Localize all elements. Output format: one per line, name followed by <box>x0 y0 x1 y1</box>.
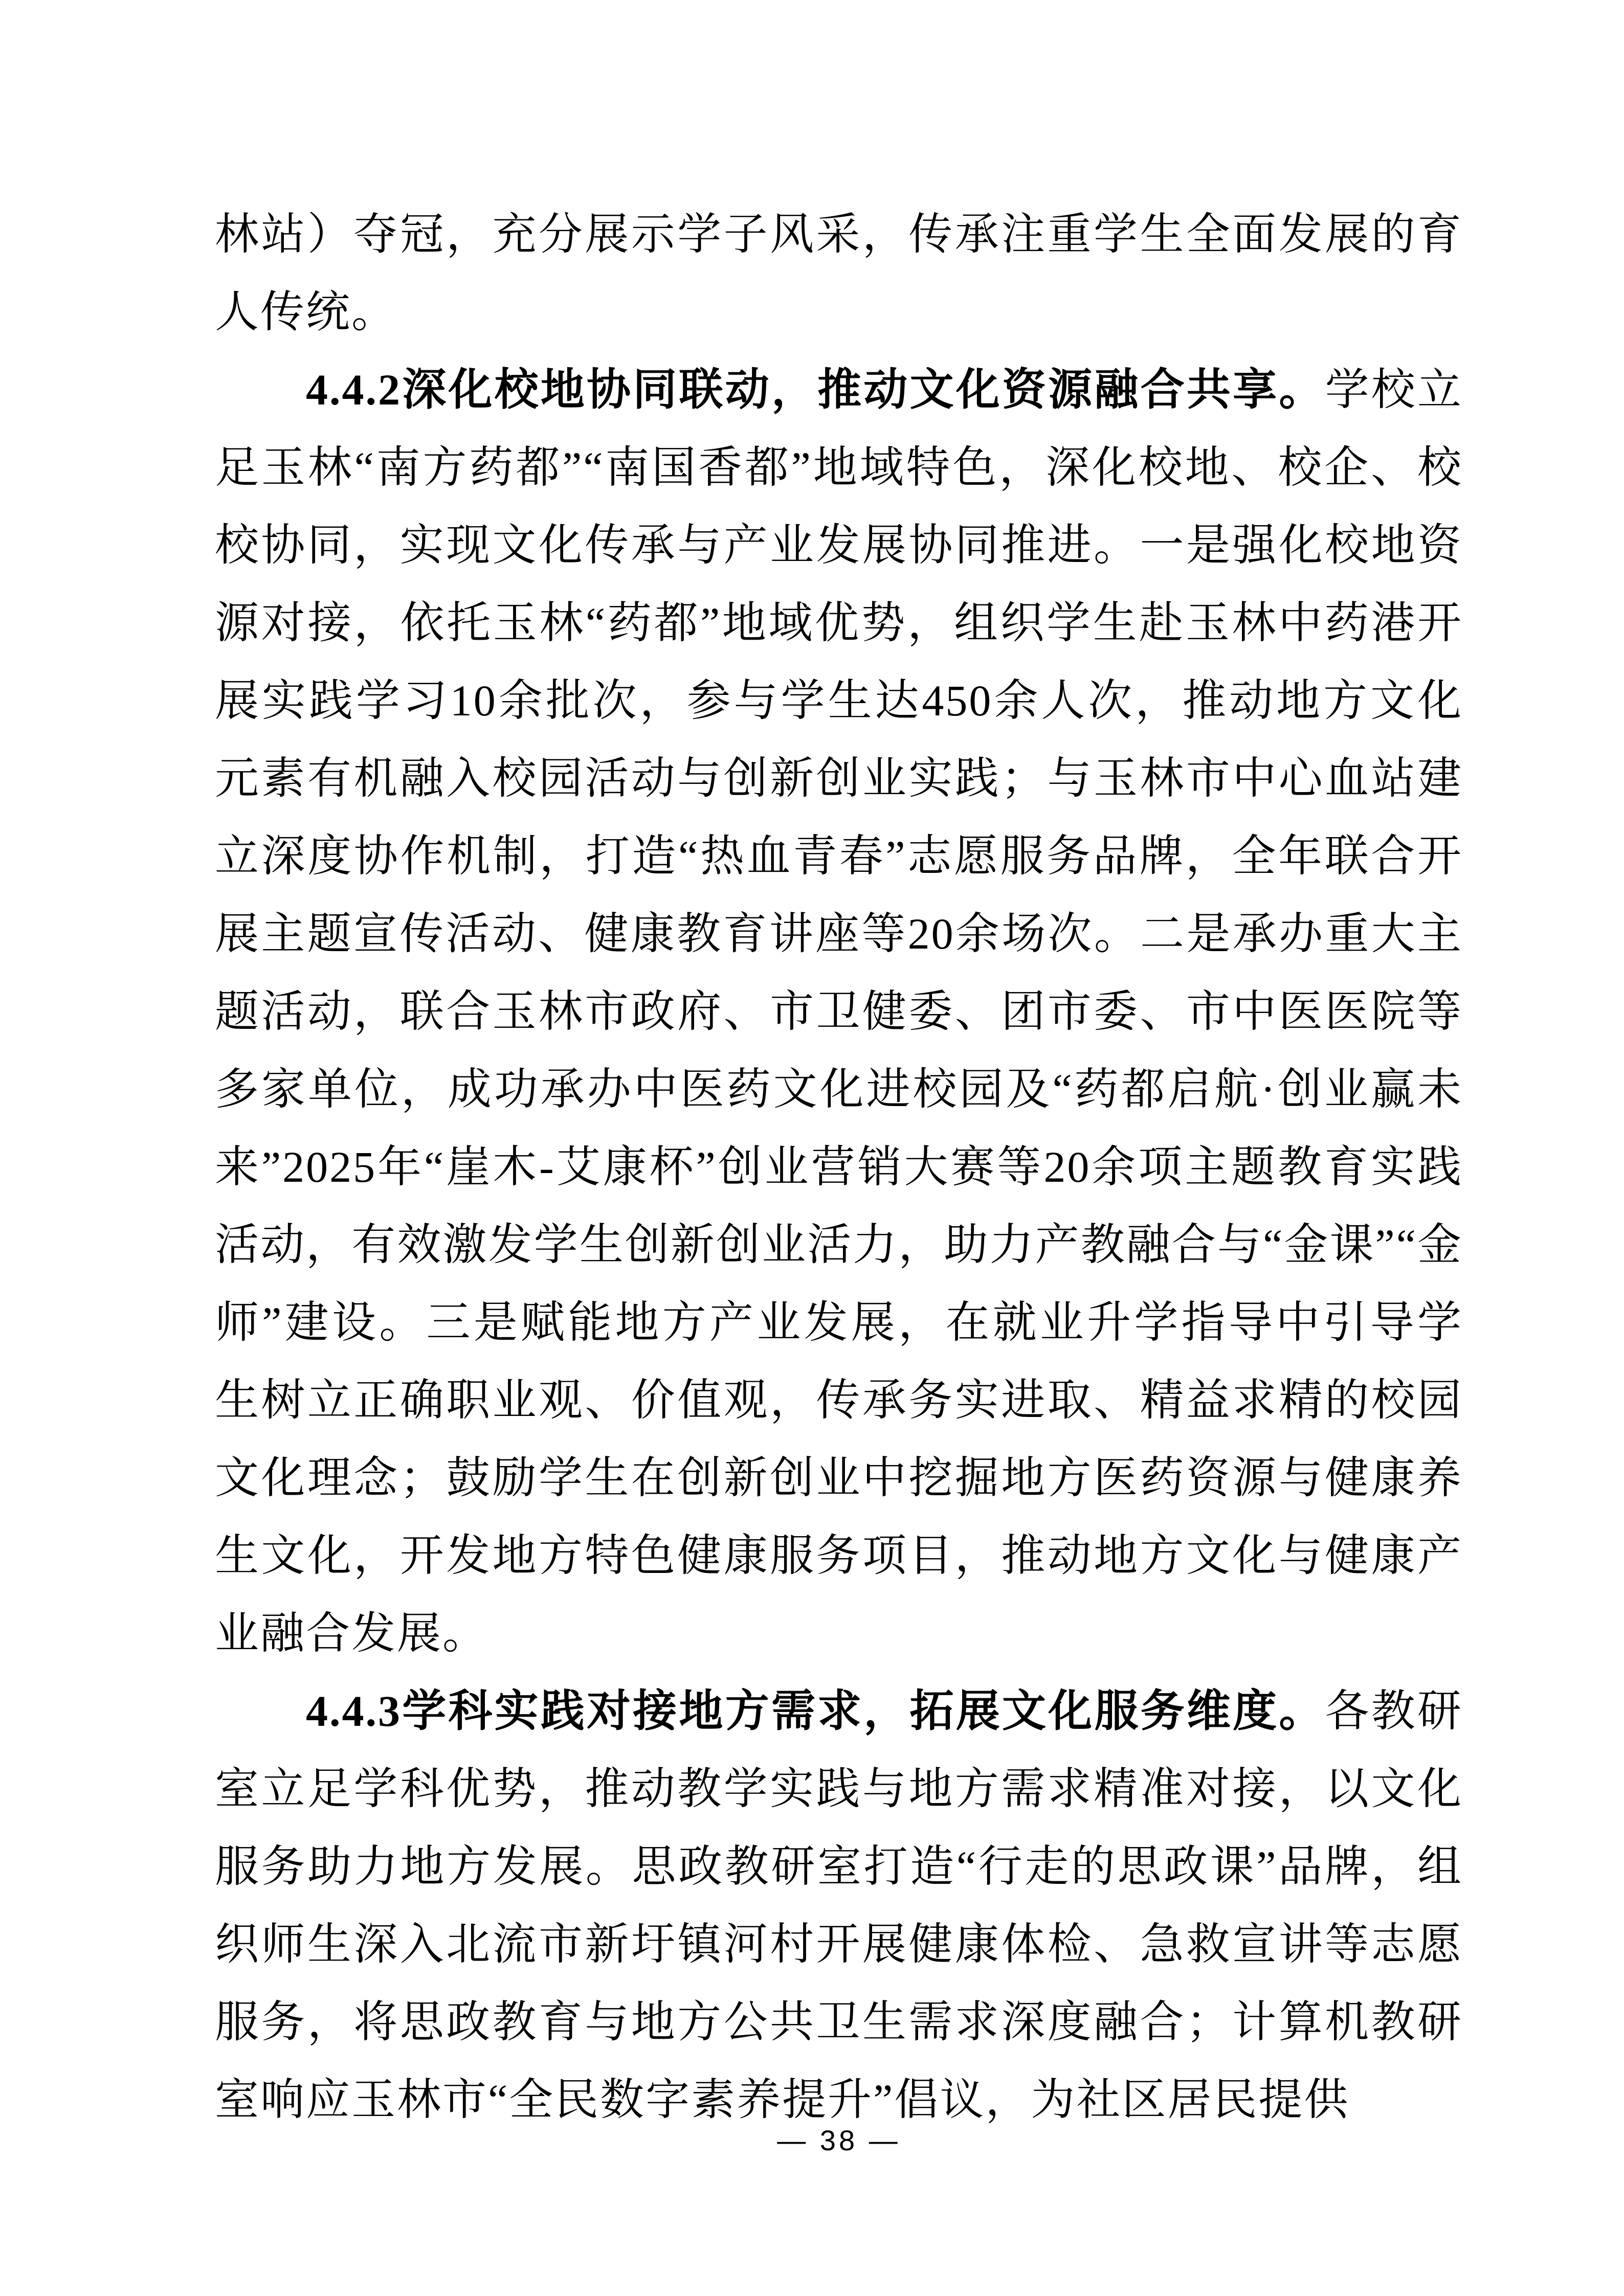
paragraph-text: 林站）夺冠，充分展示学子风采，传承注重学生全面发展的育人传统。 <box>215 210 1463 336</box>
paragraph-text: 学校立足玉林“南方药都”“南国香都”地域特色，深化校地、校企、校校协同，实现文化传承与产业发展协同推进。一是强化校地资源对接，依托玉林“药都”地域优势，组织学生赴玉林中药港开展实践学习10余批次，参与学生达450余人次，推动地方文化元素有机融入校园活动与创新创业实践；与玉林市中心血站建立深度协作机制，打造“热血青春”志愿服务品牌，全年联合开展主题宣传活动、健康教育讲座等20余场次。二是承办重大主题活动，联合玉林市政府、市卫健委、团市委、市中医医院等多家单位，成功承办中医药文化进校园及“药都启航·创业赢未来”2025年“崖木-艾康杯”创业营销大赛等20余项主题教育实践活动，有效激发学生创新创业活力，助力产教融合与“金课”“金师”建设。三是赋能地方产业发展，在就业升学指导中引导学生树立正确职业观、价值观，传承务实进取、精益求精的校园文化理念；鼓励学生在创新创业中挖掘地方医药资源与健康养生文化，开发地方特色健康服务项目，推动地方文化与健康产业融合发展。 <box>215 365 1463 1658</box>
page-body <box>215 195 1463 2139</box>
paragraph-section-4-4-3 <box>215 1672 1463 2139</box>
paragraph-continuation <box>215 195 1463 351</box>
page-number: — 38 — <box>777 2124 901 2156</box>
section-heading-4-4-3: 4.4.3学科实践对接地方需求，拓展文化服务维度。 <box>306 1686 1325 1736</box>
section-heading-4-4-2: 4.4.2深化校地协同联动，推动文化资源融合共享。 <box>306 365 1325 414</box>
paragraph-section-4-4-2 <box>215 351 1463 1672</box>
paragraph-text: 各教研室立足学科优势，推动教学实践与地方需求精准对接，以文化服务助力地方发展。思政教研室打造“行走的思政课”品牌，组织师生深入北流市新圩镇河村开展健康体检、急救宣讲等志愿服务，将思政教育与地方公共卫生需求深度融合；计算机教研室响应玉林市“全民数字素养提升”倡议，为社区居民提供 <box>215 1686 1463 2124</box>
